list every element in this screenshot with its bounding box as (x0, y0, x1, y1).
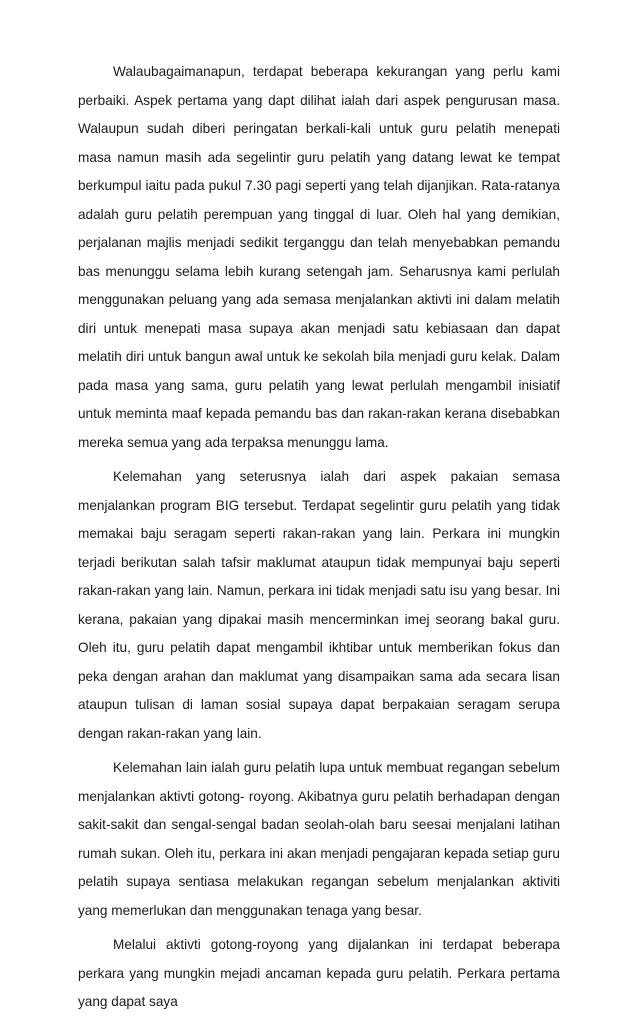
paragraph-pengurusan-masa: Walaubagaimanapun, terdapat beberapa kekurangan yang perlu kami perbaiki. Aspek pertama yang dapt dilihat ialah dari aspek pengurusan masa. Walaupun sudah diberi peringatan berkali-kali untuk guru pelatih menepati masa namun masih ada segelintir guru pelatih yang datang lewat ke tempat berkumpul iaitu pada pukul 7.30 pagi seperti yang telah dijanjikan. Rata-ratanya adalah guru pelatih perempuan yang tinggal di luar. Oleh hal yang demikian, perjalanan majlis menjadi sedikit terganggu dan telah menyebabkan pemandu bas menunggu selama lebih kurang setengah jam. Seharusnya kami perlulah menggunakan peluang yang ada semasa menjalankan aktivti ini dalam melatih diri untuk menepati masa supaya akan menjadi satu kebiasaan dan dapat melatih diri untuk bangun awal untuk ke sekolah bila menjadi guru kelak. Dalam pada masa yang sama, guru pelatih yang lewat perlulah mengambil inisiatif untuk meminta maaf kepada pemandu bas dan rakan-rakan kerana disebabkan mereka semua yang ada terpaksa menunggu lama. (78, 64, 560, 450)
paragraph-ancaman: Melalui aktivti gotong-royong yang dijalankan ini terdapat beberapa perkara yang mungkin mejadi ancaman kepada guru pelatih. Perkara pertama yang dapat saya (78, 937, 560, 1009)
paragraph-pakaian: Kelemahan yang seterusnya ialah dari aspek pakaian semasa menjalankan program BIG tersebut. Terdapat segelintir guru pelatih yang tidak memakai baju seragam seperti rakan-rakan yang lain. Perkara ini mungkin terjadi berikutan salah tafsir maklumat ataupun tidak mempunyai baju seperti rakan-rakan yang lain. Namun, perkara ini tidak menjadi satu isu yang besar. Ini kerana, pakaian yang dipakai masih mencerminkan imej seorang bakal guru. Oleh itu, guru pelatih dapat mengambil ikhtibar untuk memberikan fokus dan peka dengan arahan dan maklumat yang disampaikan sama ada secara lisan ataupun tulisan di laman sosial supaya dapat berpakaian seragam serupa dengan rakan-rakan yang lain. (78, 469, 560, 741)
paragraph-regangan: Kelemahan lain ialah guru pelatih lupa untuk membuat regangan sebelum menjalankan aktivti gotong- royong. Akibatnya guru pelatih berhadapan dengan sakit-sakit dan sengal-sengal badan seolah-olah baru seesai menjalani latihan rumah sukan. Oleh itu, perkara ini akan menjadi pengajaran kepada setiap guru pelatih supaya sentiasa melakukan regangan sebelum menjalankan aktiviti yang memerlukan dan menggunakan tenaga yang besar. (78, 760, 560, 918)
document-page (78, 58, 560, 1023)
